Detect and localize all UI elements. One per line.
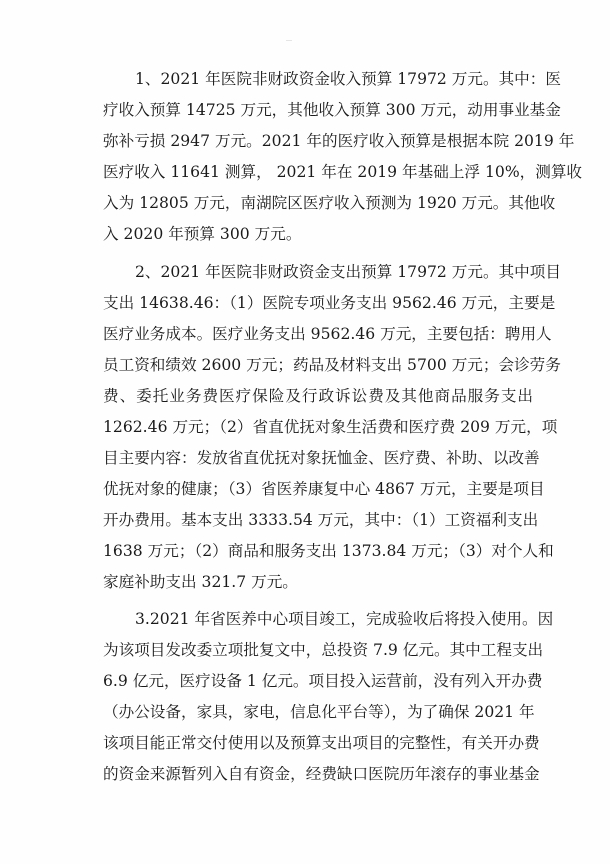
text-line: （办公设备，家具，家电，信息化平台等），为了确保 2021 年 bbox=[103, 703, 535, 721]
text-line: 入 2020 年预算 300 万元。 bbox=[103, 225, 302, 243]
text-line: 优抚对象的健康；（3）省医养康复中心 4867 万元，主要是项目 bbox=[103, 480, 545, 498]
text-line: 3.2021 年省医养中心项目竣工，完成验收后将投入使用。因 bbox=[135, 610, 554, 628]
text-line: 支出 14638.46：（1）医院专项业务支出 9562.46 万元，主要是 bbox=[103, 294, 556, 312]
scan-artifact bbox=[286, 40, 292, 41]
text-line: 2、2021 年医院非财政资金支出预算 17972 万元。其中项目 bbox=[135, 263, 561, 281]
text-line: 疗收入预算 14725 万元，其他收入预算 300 万元，动用事业基金 bbox=[103, 101, 561, 119]
text-line: 费、委托业务费医疗保险及行政诉讼费及其他商品服务支出 bbox=[103, 387, 533, 405]
text-line: 1、2021 年医院非财政资金收入预算 17972 万元。其中：医 bbox=[135, 70, 561, 88]
text-line: 医疗收入 11641 测算， 2021 年在 2019 年基础上浮 10%，测算收 bbox=[103, 163, 583, 181]
text-line: 开办费用。基本支出 3333.54 万元，其中：（1）工资福利支出 bbox=[103, 511, 539, 529]
text-line: 入为 12805 万元，南湖院区医疗收入预测为 1920 万元。其他收 bbox=[103, 194, 556, 212]
text-line: 弥补亏损 2947 万元。2021 年的医疗收入预算是根据本院 2019 年 bbox=[103, 132, 575, 150]
text-line: 1638 万元；（2）商品和服务支出 1373.84 万元；（3）对个人和 bbox=[103, 542, 554, 560]
text-line: 的资金来源暂列入自有资金，经费缺口医院历年滚存的事业基金 bbox=[103, 765, 540, 783]
text-line: 该项目能正常交付使用以及预算支出项目的完整性，有关开办费 bbox=[103, 734, 540, 752]
text-line: 员工资和绩效 2600 万元；药品及材料支出 5700 万元；会诊劳务 bbox=[103, 356, 561, 374]
text-line: 医疗业务成本。医疗业务支出 9562.46 万元，主要包括：聘用人 bbox=[103, 325, 552, 343]
text-line: 家庭补助支出 321.7 万元。 bbox=[103, 573, 298, 591]
text-line: 1262.46 万元；（2）省直优抚对象生活费和医疗费 209 万元，项 bbox=[103, 418, 558, 436]
text-line: 为该项目发改委立项批复文中，总投资 7.9 亿元。其中工程支出 bbox=[103, 641, 544, 659]
text-line: 6.9 亿元，医疗设备 1 亿元。项目投入运营前，没有列入开办费 bbox=[103, 672, 543, 690]
text-line: 目主要内容：发放省直优抚对象抚恤金、医疗费、补助、以改善 bbox=[103, 449, 540, 467]
